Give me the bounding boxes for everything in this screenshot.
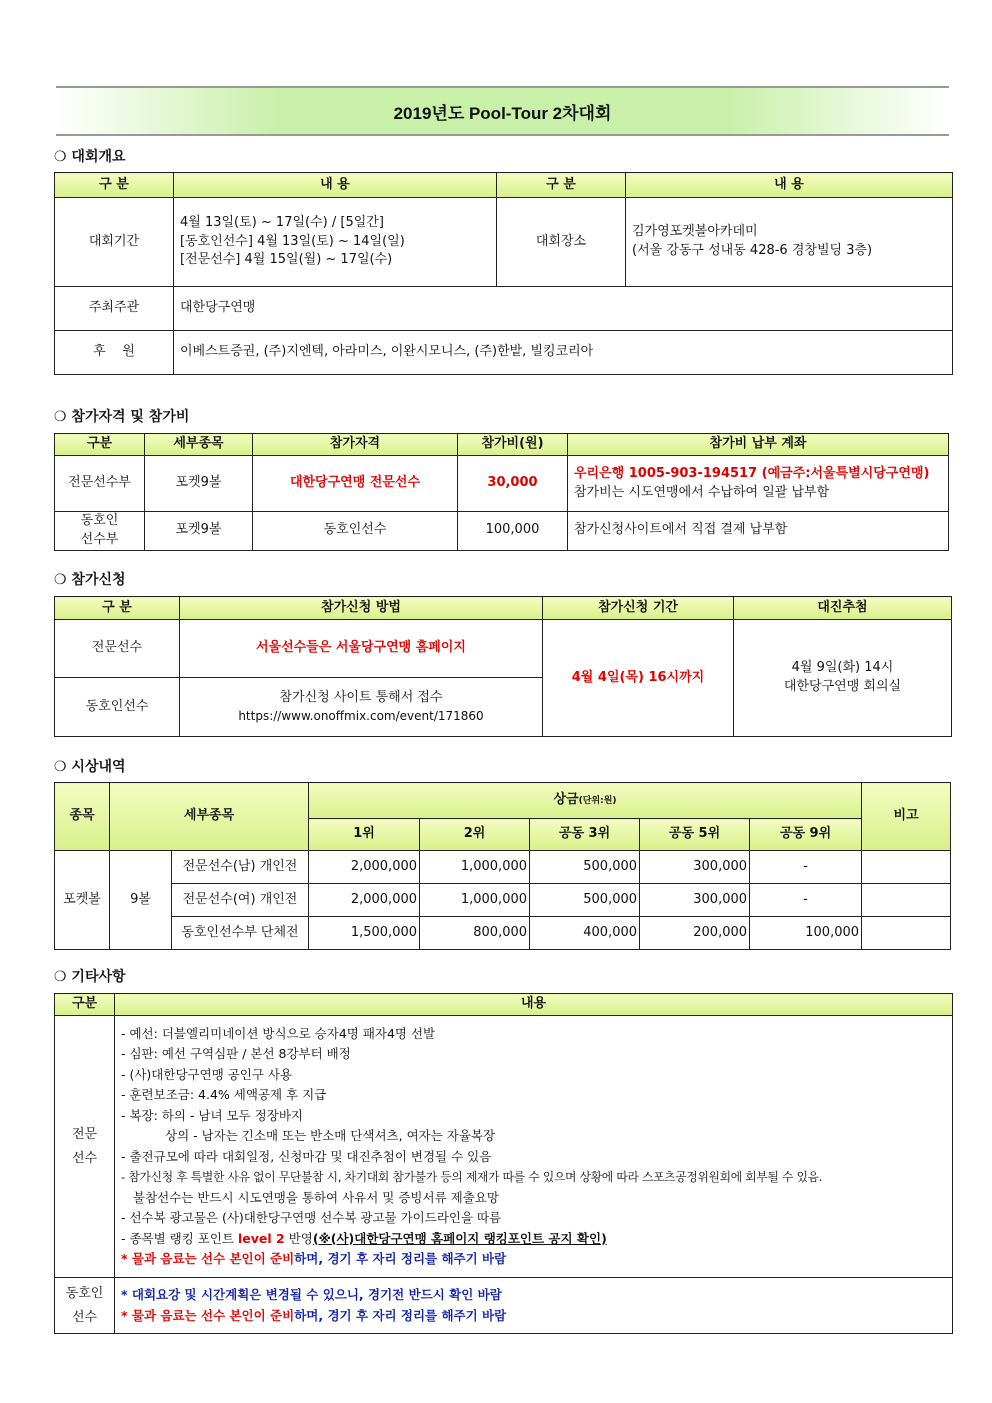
- prizes-header-category: 종목: [55, 783, 110, 851]
- etc-table: [54, 993, 953, 1334]
- etc-pro-label-line: 전문: [71, 1126, 98, 1142]
- amateur-event: 포켓9볼: [145, 512, 253, 551]
- note-line: - (사)대한당구연맹 공인구 사용: [121, 1066, 293, 1082]
- water-note-red: * 물과 음료는 선수 본인이 준비: [121, 1251, 295, 1266]
- note-line: - 예선: 더블엘리미네이션 방식으로 승자4명 패자4명 선발: [121, 1025, 436, 1041]
- section-heading-eligibility: ❍ 참가자격 및 참가비: [54, 409, 190, 425]
- overview-table: [54, 172, 953, 375]
- amateur-qualification: 동호인선수: [253, 512, 458, 551]
- etc-amateur-label: [55, 1278, 115, 1334]
- prize-value: 1,500,000: [309, 917, 420, 950]
- pro-qualification: 대한당구연맹 전문선수: [253, 456, 458, 512]
- prize-note: [862, 917, 951, 950]
- overview-header-content-2: 내 용: [626, 173, 953, 198]
- section-heading-overview: ❍ 대회개요: [54, 149, 126, 165]
- application-header-method: 참가신청 방법: [180, 597, 543, 620]
- application-period: 4월 4일(목) 16시까지: [543, 620, 734, 737]
- note-line: - 선수복 광고물은 (사)대한당구연맹 선수복 광고물 가이드라인을 따름: [121, 1210, 502, 1225]
- application-amateur-label: 동호인선수: [55, 678, 180, 737]
- water-note-blue: 하며, 경기 후 자리 정리를 해주기 바람: [294, 1251, 507, 1266]
- prize-value: 800,000: [420, 917, 530, 950]
- amateur-water-blue: 하며, 경기 후 자리 정리를 해주기 바람: [294, 1307, 507, 1323]
- overview-header-category-2: 구 분: [497, 173, 626, 198]
- ranking-note: [121, 1229, 946, 1250]
- etc-amateur-label-line: 선수: [71, 1309, 98, 1325]
- eligibility-header-event: 세부종목: [145, 434, 253, 456]
- section-heading-application: ❍ 참가신청: [54, 572, 126, 588]
- prize-value: 1,000,000: [420, 851, 530, 884]
- prizes-header-rank: 공동 3위: [530, 819, 640, 851]
- application-draw: [734, 620, 952, 737]
- application-table: [54, 596, 952, 737]
- section-heading-prizes: ❍ 시상내역: [54, 759, 126, 775]
- draw-datetime: 4월 9일(화) 14시: [791, 660, 894, 676]
- host-label: 주최주관: [55, 287, 174, 331]
- prize-value: 500,000: [530, 851, 640, 884]
- venue-line: 김가영포켓볼아카데미: [632, 224, 758, 240]
- prize-note: [862, 851, 951, 884]
- prize-value: 1,000,000: [420, 884, 530, 917]
- eligibility-header-account: 참가비 납부 계좌: [568, 434, 949, 456]
- etc-pro-notes: [115, 1016, 953, 1278]
- prizes-header-prize: [309, 783, 862, 819]
- prize-value: 500,000: [530, 884, 640, 917]
- note-line: - 참가신청 후 특별한 사유 없이 무단불참 시, 차기대회 참가불가 등의 제재가 따를 수 있으며 상황에 따라 스포츠공정위원회에 회부될 수 있음.: [121, 1170, 823, 1184]
- prizes-discipline: 9볼: [110, 851, 172, 950]
- sponsor-label: 후 원: [55, 331, 174, 375]
- ranking-level: level 2: [238, 1230, 285, 1246]
- prize-value: -: [750, 851, 862, 884]
- prizes-header-rank: 2위: [420, 819, 530, 851]
- amateur-division: [55, 512, 145, 551]
- note-line: - 훈련보조금: 4.4% 세액공제 후 지급: [121, 1087, 327, 1102]
- amateur-water-note: [121, 1306, 946, 1327]
- page-title: 2019년도 Pool-Tour 2차대회: [393, 103, 612, 123]
- application-header-draw: 대진추첨: [734, 597, 952, 620]
- etc-pro-label: [55, 1016, 115, 1278]
- amateur-account: 참가신청사이트에서 직접 결제 납부함: [568, 512, 949, 551]
- draw-location: 대한당구연맹 회의실: [783, 679, 902, 694]
- etc-header-category: 구분: [55, 994, 115, 1016]
- ranking-mid: 반영: [284, 1230, 313, 1246]
- ranking-prefix: - 종목별 랭킹 포인트: [121, 1230, 239, 1246]
- application-pro-label: 전문선수: [55, 620, 180, 678]
- eligibility-header-qualification: 참가자격: [253, 434, 458, 456]
- prizes-table: [54, 782, 951, 950]
- period-line: [동호인선수] 4월 13일(토) ~ 14일(일): [180, 233, 405, 249]
- period-line: [전문선수] 4월 15일(월) ~ 17일(수): [180, 252, 393, 268]
- amateur-fee: 100,000: [458, 512, 568, 551]
- prizes-header-event: 세부종목: [110, 783, 309, 851]
- etc-amateur-notes: [115, 1278, 953, 1334]
- prizes-header-rank: 공동 9위: [750, 819, 862, 851]
- ranking-link: (※(사)대한당구연맹 홈페이지 랭킹포인트 공지 확인): [312, 1230, 607, 1246]
- amateur-water-red: * 물과 음료는 선수 본인이 준비: [121, 1307, 295, 1323]
- application-header-category: 구 분: [55, 597, 180, 620]
- section-heading-etc: ❍ 기타사항: [54, 969, 126, 985]
- etc-amateur-label-line: 동호인: [65, 1285, 104, 1301]
- note-line: 상의 - 남자는 긴소매 또는 반소매 단색셔츠, 여자는 자율복장: [165, 1128, 496, 1143]
- application-pro-method: 서울선수들은 서울당구연맹 홈페이지: [180, 620, 543, 678]
- prize-value: 300,000: [640, 851, 750, 884]
- note-line: 불참선수는 반드시 시도연맹을 통하여 사유서 및 증빙서류 제출요망: [133, 1189, 499, 1205]
- amateur-method-text: 참가신청 사이트 통해서 접수: [279, 689, 443, 705]
- etc-header-content: 내용: [115, 994, 953, 1016]
- prize-note: [862, 884, 951, 917]
- amateur-division-line: 동호인: [80, 513, 119, 528]
- prize-value: 2,000,000: [309, 884, 420, 917]
- prizes-header-rank: 1위: [309, 819, 420, 851]
- pro-fee: 30,000: [458, 456, 568, 512]
- period-line: 4월 13일(토) ~ 17일(수) / [5일간]: [180, 214, 384, 230]
- prizes-category: 포켓볼: [55, 851, 110, 950]
- pro-division: 전문선수부: [55, 456, 145, 512]
- prizes-header-rank: 공동 5위: [640, 819, 750, 851]
- sponsor-value: 이베스트증권, (주)지엔텍, 아라미스, 이완시모니스, (주)한밭, 빌킹코리아: [174, 331, 953, 375]
- amateur-method-link[interactable]: https://www.onoffmix.com/event/171860: [238, 708, 484, 723]
- prize-row-event: 전문선수(여) 개인전: [172, 884, 309, 917]
- prize-value: -: [750, 884, 862, 917]
- page-title-band: [56, 86, 949, 136]
- prize-row-event: 동호인선수부 단체전: [172, 917, 309, 950]
- pro-account-note: 참가비는 시도연맹에서 수납하여 일괄 납부함: [574, 484, 830, 500]
- overview-header-content: 내 용: [174, 173, 497, 198]
- etc-pro-label-line: 선수: [71, 1150, 98, 1166]
- period-label: 대회기간: [55, 198, 174, 287]
- venue-label: 대회장소: [497, 198, 626, 287]
- prize-row-event: 전문선수(남) 개인전: [172, 851, 309, 884]
- venue-line: (서울 강동구 성내동 428-6 경창빌딩 3층): [632, 243, 873, 258]
- prize-value: 100,000: [750, 917, 862, 950]
- prize-unit: (단위:원): [578, 796, 617, 807]
- prize-value: 300,000: [640, 884, 750, 917]
- amateur-schedule-note: * 대회요강 및 시간계획은 변경될 수 있으니, 경기전 반드시 확인 바람: [121, 1287, 502, 1302]
- prize-value: 2,000,000: [309, 851, 420, 884]
- eligibility-header-division: 구분: [55, 434, 145, 456]
- note-line: - 심판: 예선 구역심판 / 본선 8강부터 배정: [121, 1046, 351, 1061]
- prize-value: 400,000: [530, 917, 640, 950]
- prizes-header-note: 비고: [862, 783, 951, 851]
- eligibility-header-fee: 참가비(원): [458, 434, 568, 456]
- note-line: - 복장: 하의 - 남녀 모두 정장바지: [121, 1107, 303, 1123]
- period-value: [174, 198, 497, 287]
- pro-account-line: 우리은행 1005-903-194517 (예금주:서울특별시당구연맹): [574, 465, 930, 481]
- prize-value: 200,000: [640, 917, 750, 950]
- overview-header-category: 구 분: [55, 173, 174, 198]
- host-value: 대한당구연맹: [174, 287, 953, 331]
- note-line: - 출전규모에 따라 대회일정, 신청마감 및 대진추첨이 변경될 수 있음: [121, 1148, 492, 1164]
- prize-header-text: 상금: [553, 792, 579, 808]
- amateur-division-line: 선수부: [80, 531, 119, 547]
- water-note: [121, 1249, 946, 1270]
- application-amateur-method: [180, 678, 543, 737]
- pro-event: 포켓9볼: [145, 456, 253, 512]
- application-header-period: 참가신청 기간: [543, 597, 734, 620]
- pro-account: [568, 456, 949, 512]
- eligibility-table: [54, 433, 949, 551]
- venue-value: [626, 198, 953, 287]
